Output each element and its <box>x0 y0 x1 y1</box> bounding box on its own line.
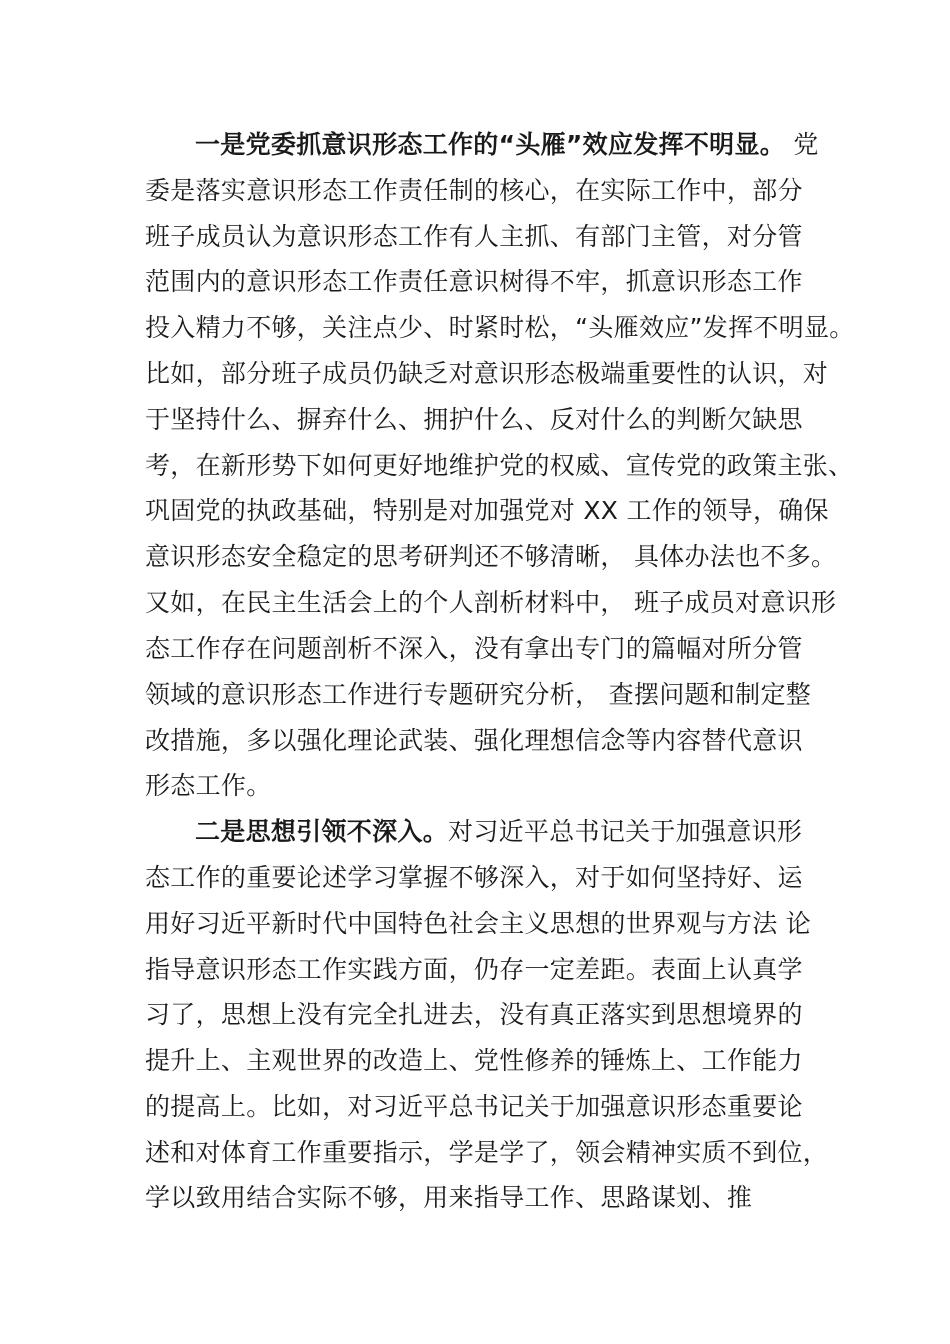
paragraph-1-line: 意识形态安全稳定的思考研判还不够清晰， 具体办法也不多。 <box>145 542 837 571</box>
paragraph-1-line: 形态工作。 <box>145 771 272 800</box>
paragraph-1-line: 班子成员认为意识形态工作有人主抓、有部门主管，对分管 <box>145 222 803 251</box>
paragraph-1-line: 委是落实意识形态工作责任制的核心，在实际工作中，部分 <box>145 176 803 205</box>
paragraph-2-line: 用好习近平新时代中国特色社会主义思想的世界观与方法 论 <box>145 909 812 938</box>
paragraph-2-line: 述和对体育工作重要指示，学是学了，领会精神实质不到位， <box>145 1138 829 1167</box>
paragraph-1-line: 范围内的意识形态工作责任意识树得不牢，抓意识形态工作 <box>145 267 803 296</box>
paragraph-1-line: 态工作存在问题剖析不深入，没有拿出专门的篇幅对所分管 <box>145 634 803 663</box>
paragraph-2-line: 习了，思想上没有完全扎进去，没有真正落实到思想境界的 <box>145 1000 803 1029</box>
paragraph-2-first-line <box>195 815 802 849</box>
paragraph-1-line: 改措施，多以强化理论武装、强化理想信念等内容替代意识 <box>145 726 803 755</box>
paragraph-1-line: 巩固党的执政基础，特别是对加强党对 XX 工作的领导，确保 <box>145 496 829 525</box>
paragraph-2-line: 的提高上。比如，对习近平总书记关于加强意识形态重要论 <box>145 1092 803 1121</box>
paragraph-2-line: 学以致用结合实际不够，用来指导工作、思路谋划、推 <box>145 1183 753 1212</box>
paragraph-2-line: 指导意识形态工作实践方面，仍存一定差距。表面上认真学 <box>145 955 803 984</box>
paragraph-1-heading: 一是党委抓意识形态工作的“头雁”效应发挥不明显。 <box>195 130 786 159</box>
paragraph-1-line: 领域的意识形态工作进行专题研究分析， 查摆问题和制定整 <box>145 680 812 709</box>
paragraph-1-line: 投入精力不够，关注点少、时紧时松，“头雁效应”发挥不明显。 <box>145 313 855 342</box>
paragraph-1-line: 考，在新形势下如何更好地维护党的权威、宣传党的政策主张、 <box>145 451 854 480</box>
paragraph-2-line: 对习近平总书记关于加强意识形 <box>448 817 803 846</box>
paragraph-1-line: 于坚持什么、摒弃什么、拥护什么、反对什么的判断欠缺思 <box>145 405 803 434</box>
paragraph-2-line: 提升上、主观世界的改造上、党性修养的锤炼上、工作能力 <box>145 1046 803 1075</box>
paragraph-1-line: 党 <box>793 130 819 159</box>
paragraph-1-first-line <box>195 128 819 162</box>
paragraph-1-line: 又如，在民主生活会上的个人剖析材料中， 班子成员对意识形 <box>145 588 837 617</box>
paragraph-1-line: 比如，部分班子成员仍缺乏对意识形态极端重要性的认识，对 <box>145 359 829 388</box>
paragraph-2-line: 态工作的重要论述学习掌握不够深入，对于如何坚持好、运 <box>145 863 803 892</box>
paragraph-2-heading: 二是思想引领不深入。 <box>195 817 449 846</box>
